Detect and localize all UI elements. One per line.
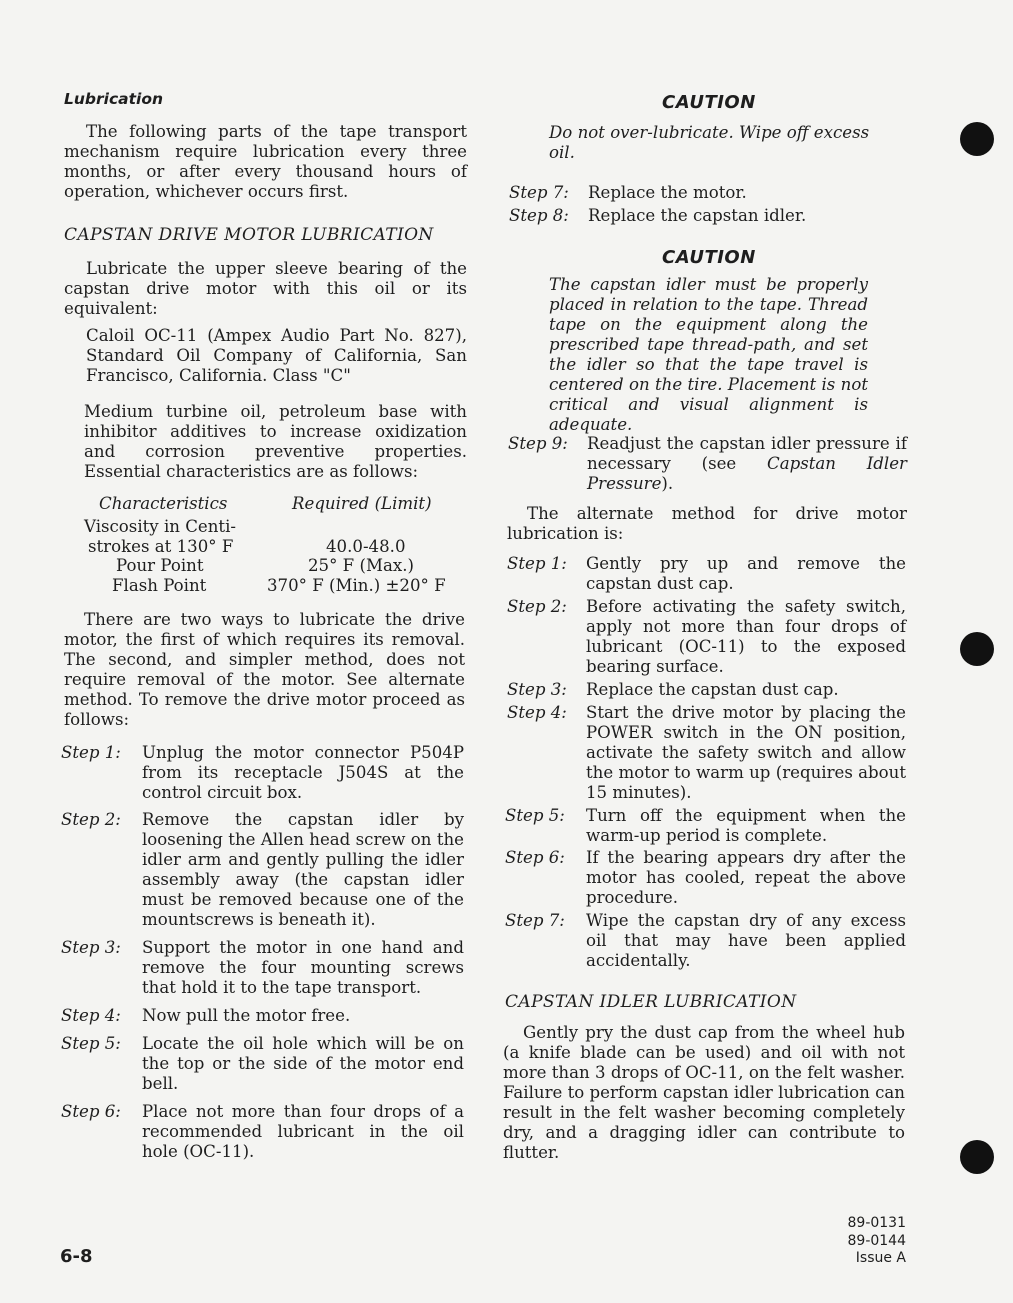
two-ways-paragraph: There are two ways to lubricate the drive motor, the first of which requires its removal. The second, and simpler method, does not require removal of the motor. See alternate method. To remove the drive motor proceed as follows: <box>64 610 465 729</box>
intro-paragraph: The following parts of the tape transport mechanism require lubrication every three months, or after every thousand hours of operation, whichever occurs first. <box>64 122 467 201</box>
alt-step-5 <box>505 806 907 848</box>
step-label: Step 6: <box>61 1102 121 1121</box>
step-label: Step 7: <box>509 183 569 202</box>
right-step-9 <box>508 434 908 496</box>
step-label: Step 4: <box>507 703 567 722</box>
lubricate-paragraph: Lubricate the upper sleeve bearing of the capstan drive motor with this oil or its equivalent: <box>64 259 467 318</box>
section-heading-lubrication: Lubrication <box>64 90 164 108</box>
step-text: Replace the motor. <box>588 183 747 202</box>
left-step-2 <box>61 810 465 932</box>
step-text: Before activating the safety switch, apply not more than four drops of lubricant (OC-11) to the exposed bearing surface. <box>586 597 906 676</box>
step-text: Support the motor in one hand and remove the four mounting screws that hold it to the tape transport. <box>142 938 464 997</box>
alt-step-4 <box>507 703 907 805</box>
table-header-required: Required (Limit) <box>292 494 432 513</box>
table-value-viscosity: 40.0-48.0 <box>326 537 406 556</box>
left-step-5 <box>61 1034 465 1096</box>
step-text: Remove the capstan idler by loosening the Allen head screw on the idler arm and gently pulling the idler assembly away (the capstan idler must be removed because one of the mountscrews is beneath it). <box>142 810 464 929</box>
step-text: Locate the oil hole which will be on the top or the side of the motor end bell. <box>142 1034 464 1093</box>
alternate-method-intro: The alternate method for drive motor lubrication is: <box>507 504 907 543</box>
left-step-1 <box>61 743 465 805</box>
page-number: 6-8 <box>60 1246 93 1267</box>
table-row-viscosity-l1: Viscosity in Centi- <box>84 517 236 536</box>
step-text: Gently pry up and remove the capstan dust cap. <box>586 554 906 593</box>
step-label: Step 5: <box>61 1034 121 1053</box>
step-text: Now pull the motor free. <box>142 1006 351 1025</box>
alt-step-3 <box>507 680 907 702</box>
step-text: If the bearing appears dry after the motor has cooled, repeat the above procedure. <box>586 848 906 907</box>
caution-heading-2: CAUTION <box>662 247 756 268</box>
step-label: Step 3: <box>61 938 121 957</box>
capstan-idler-title: CAPSTAN IDLER LUBRICATION <box>505 992 797 1012</box>
caution-text-2: The capstan idler must be properly placed in relation to the tape. Thread tape on the equipment along the prescribed tape thread-path, and set the idler so that the tape travel is centered on the tire. Placement is not critical and visual alignment is adequate. <box>549 275 868 434</box>
table-header-characteristics: Characteristics <box>99 494 228 513</box>
step-label: Step 9: <box>508 434 568 453</box>
table-row-viscosity-l2: strokes at 130° F <box>88 537 234 556</box>
step-label: Step 1: <box>507 554 567 573</box>
right-step-8 <box>509 206 909 228</box>
doc-numbers <box>820 1215 906 1268</box>
left-step-3 <box>61 938 465 1000</box>
capstan-drive-motor-title: CAPSTAN DRIVE MOTOR LUBRICATION <box>64 225 434 245</box>
oil-properties-paragraph: Medium turbine oil, petroleum base with inhibitor additives to increase oxidization and corrosion preventive properties. Essential characteristics are as follows: <box>84 402 467 481</box>
step-label: Step 1: <box>61 743 121 762</box>
right-step-7 <box>509 183 909 205</box>
step-label: Step 7: <box>505 911 565 930</box>
characteristics-table <box>64 494 464 598</box>
step-label: Step 8: <box>509 206 569 225</box>
table-value-pour-point: 25° F (Max.) <box>308 556 414 575</box>
left-step-4 <box>61 1006 465 1028</box>
step-text: Place not more than four drops of a recommended lubricant in the oil hole (OC-11). <box>142 1102 464 1161</box>
oil-spec-paragraph: Caloil OC-11 (Ampex Audio Part No. 827), Standard Oil Company of California, San Francisco, California. Class "C" <box>86 326 467 385</box>
binding-hole <box>960 122 994 156</box>
step9-text-a: Readjust the capstan idler pressure if necessary (see <box>587 434 907 473</box>
step-label: Step 2: <box>507 597 567 616</box>
alt-step-7 <box>505 911 907 973</box>
issue-label: Issue A <box>855 1250 906 1266</box>
alt-step-1 <box>507 554 907 596</box>
left-step-6 <box>61 1102 465 1164</box>
capstan-idler-pressure-ref: Capstan Idler Pressure <box>587 454 907 493</box>
step-text: Unplug the motor connector P504P from its receptacle J504S at the control circuit box. <box>142 743 464 802</box>
step-label: Step 6: <box>505 848 565 867</box>
alt-step-6 <box>505 848 907 910</box>
binding-hole <box>960 632 994 666</box>
step9-text-b: ). <box>661 474 674 493</box>
step-text: Turn off the equipment when the warm-up period is complete. <box>586 806 906 845</box>
alt-step-2 <box>507 597 907 679</box>
binding-hole <box>960 1140 994 1174</box>
idler-lubrication-paragraph: Gently pry the dust cap from the wheel hub (a knife blade can be used) and oil with not more than 3 drops of OC-11, on the felt washer. Failure to perform capstan idler lubrication can result in the felt washer becoming completely dry, and a dragging idler can contribute to flutter. <box>503 1023 905 1162</box>
step-text: Start the drive motor by placing the POWER switch in the ON position, activate the safety switch and allow the motor to warm up (requires about 15 minutes). <box>586 703 906 802</box>
table-value-flash-point: 370° F (Min.) ±20° F <box>267 576 446 595</box>
doc-number-2: 89-0144 <box>847 1232 906 1249</box>
doc-number-1: 89-0131 <box>847 1215 906 1231</box>
step-label: Step 4: <box>61 1006 121 1025</box>
caution-heading-1: CAUTION <box>662 92 756 113</box>
step-label: Step 2: <box>61 810 121 829</box>
step-label: Step 5: <box>505 806 565 825</box>
caution-text-1: Do not over-lubricate. Wipe off excess oil. <box>549 123 870 162</box>
table-row-flash-point: Flash Point <box>112 576 207 595</box>
step-text <box>587 434 907 494</box>
step-text: Replace the capstan idler. <box>588 206 807 225</box>
table-row-pour-point: Pour Point <box>116 556 204 575</box>
step-text: Wipe the capstan dry of any excess oil that may have been applied accidentally. <box>586 911 906 970</box>
step-label: Step 3: <box>507 680 567 699</box>
step-text: Replace the capstan dust cap. <box>586 680 839 699</box>
